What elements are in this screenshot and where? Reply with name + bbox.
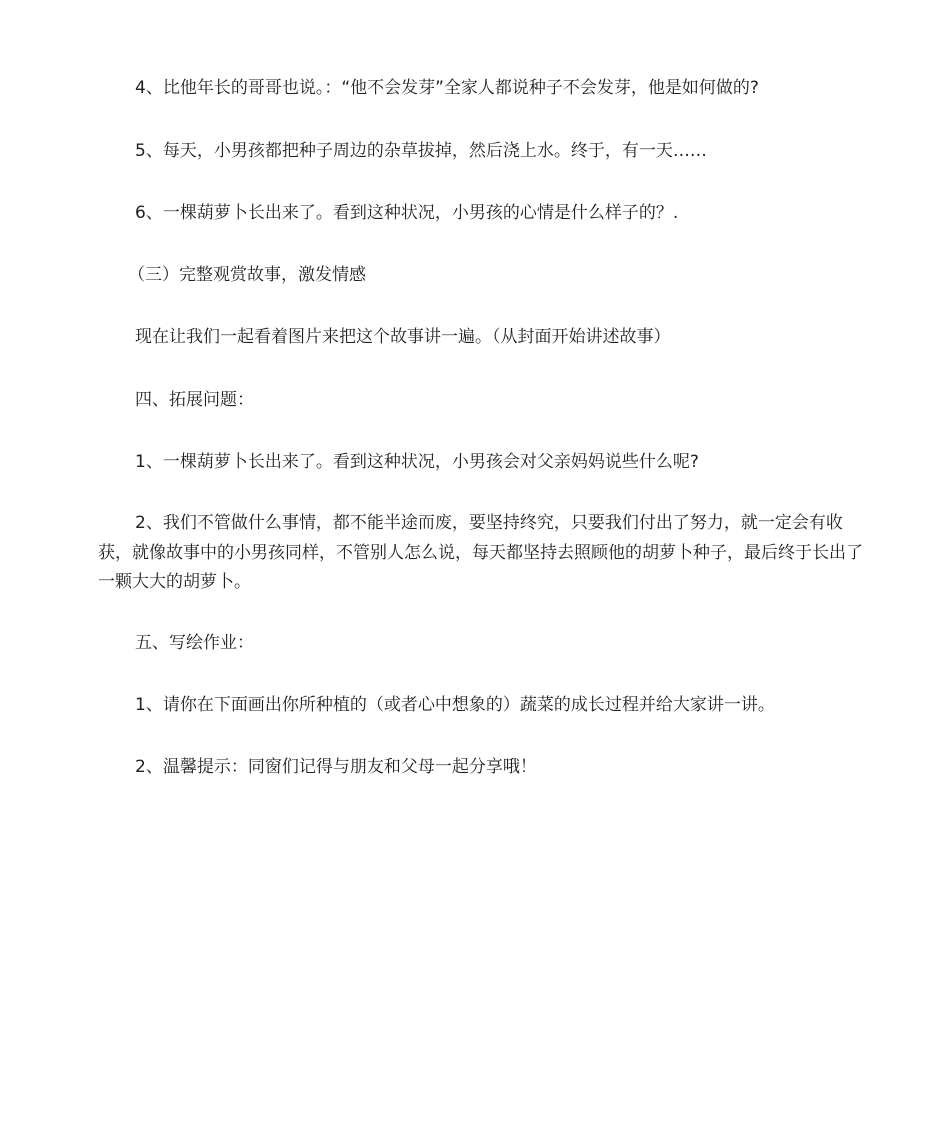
homework-item-2: 2、温馨提示：同窗们记得与朋友和父母一起分享哦！ <box>135 757 537 777</box>
question-item-1: 1、一棵葫萝卜长出来了。看到这种状况，小男孩会对父亲妈妈说些什么呢? <box>135 452 699 472</box>
section-heading-4: 四、拓展问题： <box>135 390 254 410</box>
homework-item-1: 1、请你在下面画出你所种植的（或者心中想象的）蔬菜的成长过程并给大家讲一讲。 <box>135 695 775 715</box>
section-heading-3: （三）完整观赏故事，激发情感 <box>128 265 366 285</box>
paragraph-item-5: 5、每天，小男孩都把种子周边的杂草拔掉，然后浇上水。终于，有一天…… <box>135 141 707 161</box>
section-heading-5: 五、写绘作业： <box>135 633 254 653</box>
paragraph-item-6: 6、一棵葫萝卜长出来了。看到这种状况，小男孩的心情是什么样子的？. <box>135 203 679 223</box>
paragraph-retell: 现在让我们一起看着图片来把这个故事讲一遍。（从封面开始讲述故事） <box>135 327 671 347</box>
paragraph-item-4: 4、比他年长的哥哥也说。：“他不会发芽”全家人都说种子不会发芽，他是如何做的? <box>135 78 759 98</box>
question-item-2: 2、我们不管做什么事情，都不能半途而废，要坚持终究，只要我们付出了努力，就一定会有收获，就像故事中的小男孩同样，不管别人怎么说，每天都坚持去照顾他的胡萝卜种子，最后终于长出了一颗大大的胡萝卜。 <box>98 513 863 592</box>
